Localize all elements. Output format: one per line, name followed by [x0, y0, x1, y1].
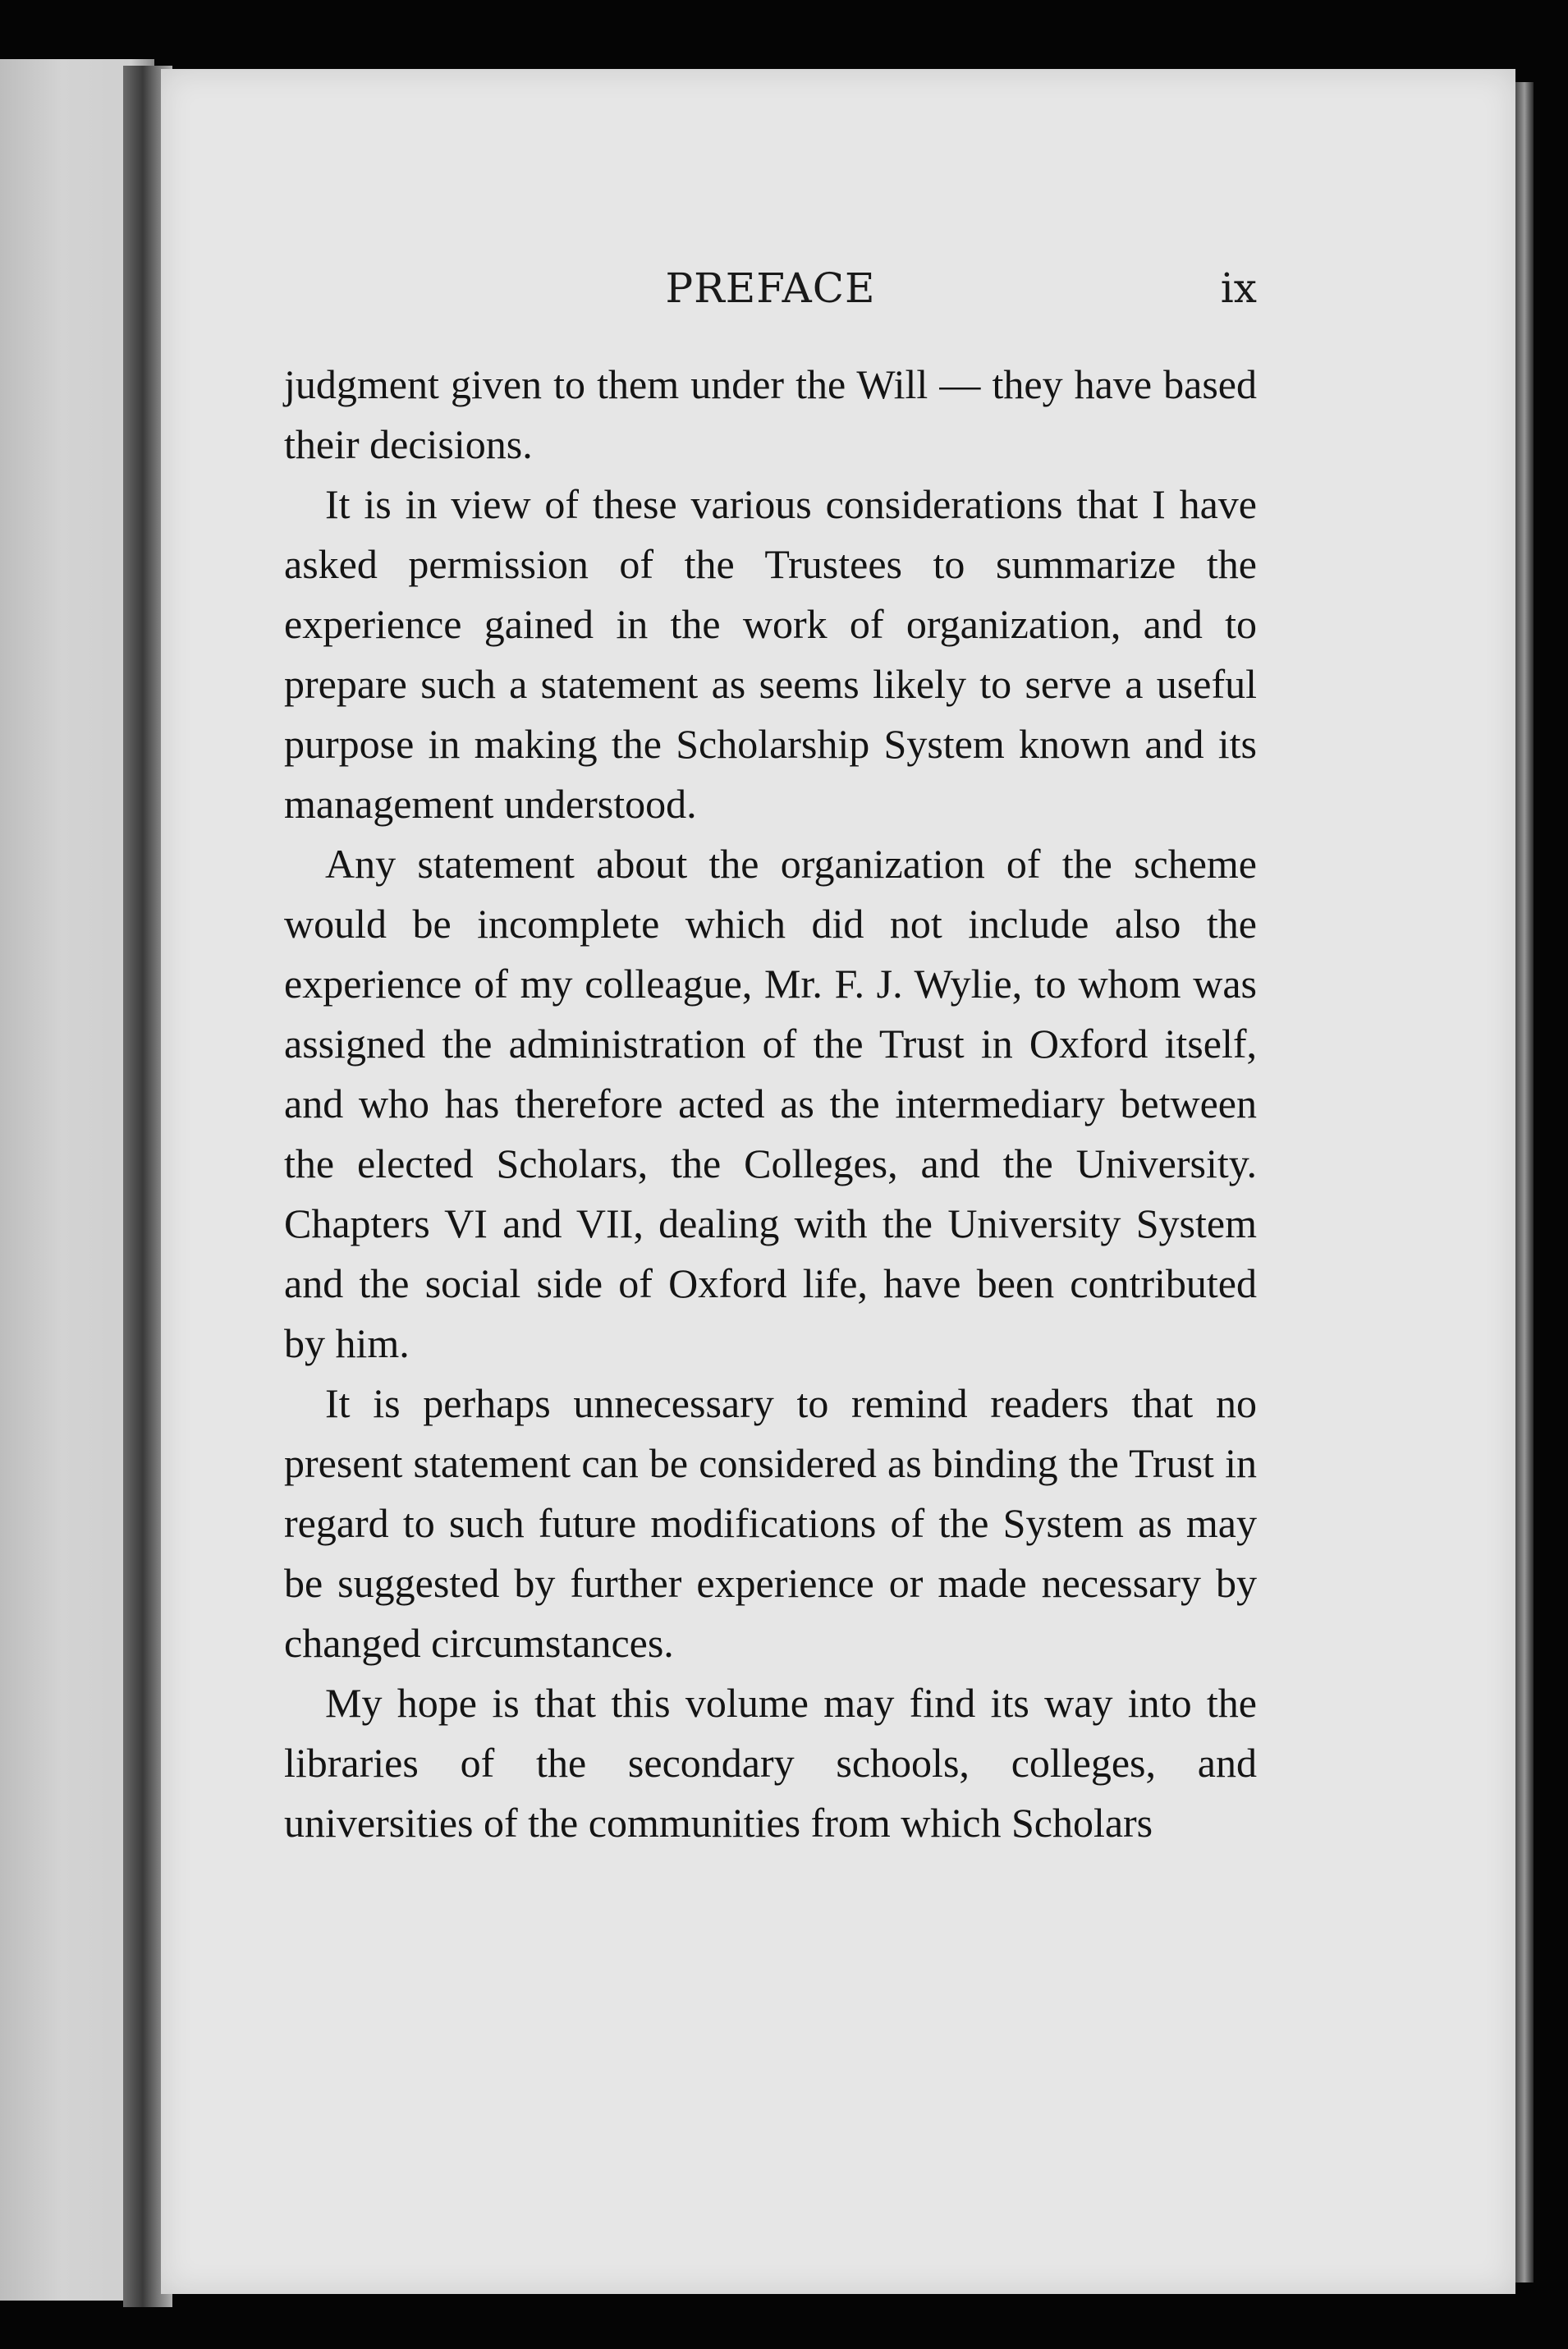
body-text	[284, 355, 1257, 1853]
page-edge-shadow	[1515, 82, 1534, 2282]
page-header	[284, 264, 1257, 322]
page-number: ix	[1220, 264, 1257, 312]
paragraph: Any statement about the organization of the scheme would be incomplete which did not include also the experience of my colleague, Mr. F. J. Wylie, to whom was assigned the administration of the Trust in Oxford itself, and who has therefore acted as the intermediary between the elected Scholars, the Colleges, and the University. Chapters VI and VII, dealing with the University System and the social side of Oxford life, have been contributed by him.	[284, 841, 1257, 1366]
paragraph: It is perhaps unnecessary to remind readers that no present statement can be considered as binding the Trust in regard to such future modifications of the System as may be suggested by further experience or made necessary by changed circumstances.	[284, 1380, 1257, 1666]
running-head: PREFACE	[665, 264, 876, 312]
paragraph-continued: judgment given to them under the Will — they have based their decisions.	[284, 361, 1257, 467]
paragraph: It is in view of these various considerations that I have asked permission of the Trustees to summarize the experience gained in the work of organization, and to prepare such a statement as seems likely to serve a useful purpose in making the Scholarship System known and its management understood.	[284, 481, 1257, 827]
paragraph: My hope is that this volume may find its way into the libraries of the secondary schools, colleges, and universities of the communities from which Scholars	[284, 1680, 1257, 1846]
